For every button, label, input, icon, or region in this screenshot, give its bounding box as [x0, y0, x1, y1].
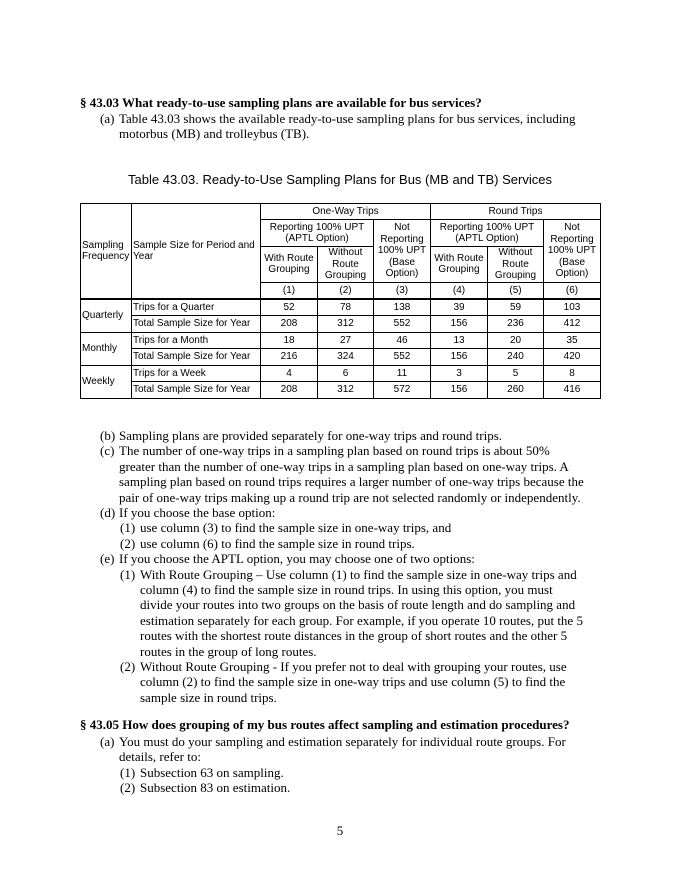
header-sampling-frequency: Sampling Frequency — [81, 204, 132, 300]
table-row — [81, 299, 601, 316]
header-with-route-grouping: With Route Grouping — [261, 247, 318, 283]
value-cell: 39 — [431, 299, 488, 316]
paragraph-line: estimation separately for each group. For example, if you operate 10 routes, put the 5 — [140, 612, 583, 628]
value-cell: 27 — [318, 332, 374, 349]
value-cell: 103 — [544, 299, 601, 316]
paragraph-line: divide your routes into two groups on the basis of route length and do sampling and — [140, 597, 576, 613]
row-label: Total Sample Size for Year — [132, 349, 261, 366]
value-cell: 138 — [374, 299, 431, 316]
paragraph-line: greater than the number of one-way trips in a sampling plan based on one-way trips. A — [119, 458, 569, 474]
paragraph-line: details, refer to: — [119, 749, 201, 765]
item-label: (e) — [100, 551, 115, 567]
header-not-reporting: Not Reporting 100% UPT (Base Option) — [374, 220, 431, 283]
item-label: (1) — [120, 764, 136, 780]
table-row — [81, 349, 601, 366]
value-cell: 6 — [318, 365, 374, 382]
value-cell: 35 — [544, 332, 601, 349]
value-cell: 552 — [374, 316, 431, 333]
value-cell: 46 — [374, 332, 431, 349]
item-label: (b) — [100, 428, 116, 443]
paragraph-line: sampling plan based on round trips requires a larger number of one-way trips because the — [119, 474, 584, 490]
item-label: (a) — [100, 111, 115, 126]
item-label: (2) — [120, 780, 136, 796]
column-number: (4) — [431, 282, 488, 299]
value-cell: 4 — [261, 365, 318, 382]
section-heading-43-05: § 43.05 How does grouping of my bus routes affect sampling and estimation procedures? — [80, 717, 570, 732]
value-cell: 208 — [261, 382, 318, 399]
value-cell: 208 — [261, 316, 318, 333]
row-label: Total Sample Size for Year — [132, 316, 261, 333]
value-cell: 13 — [431, 332, 488, 349]
frequency-cell: Weekly — [81, 365, 132, 398]
table-row — [81, 316, 601, 333]
value-cell: 78 — [318, 299, 374, 316]
paragraph-line: column (4) to find the sample size in round trips. In using this option, you must — [140, 582, 553, 597]
value-cell: 552 — [374, 349, 431, 366]
item-label: (a) — [100, 734, 115, 749]
value-cell: 236 — [488, 316, 544, 333]
header-with-route-grouping: With Route Grouping — [431, 247, 488, 283]
table-row — [81, 382, 601, 399]
row-label: Trips for a Week — [132, 365, 261, 382]
table-title: Table 43.03. Ready-to-Use Sampling Plans for Bus (MB and TB) Services — [128, 172, 552, 187]
value-cell: 420 — [544, 349, 601, 366]
value-cell: 324 — [318, 349, 374, 366]
value-cell: 5 — [488, 365, 544, 382]
header-without-route-grouping: Without Route Grouping — [318, 247, 374, 283]
row-label: Trips for a Month — [132, 332, 261, 349]
column-number: (6) — [544, 282, 601, 299]
section-heading-43-03: § 43.03 What ready-to-use sampling plans are available for bus services? — [80, 95, 482, 110]
row-label: Total Sample Size for Year — [132, 382, 261, 399]
paragraph-line: You must do your sampling and estimation separately for individual route groups. For — [119, 734, 566, 749]
value-cell: 3 — [431, 365, 488, 382]
item-label: (2) — [120, 659, 136, 674]
header-reporting: Reporting 100% UPT (APTL Option) — [261, 220, 374, 247]
item-label: (2) — [120, 535, 136, 551]
header-sample-size: Sample Size for Period and Year — [132, 204, 261, 300]
paragraph-line: Table 43.03 shows the available ready-to-use sampling plans for bus services, including — [119, 111, 576, 126]
paragraph-line: column (2) to find the sample size in one-way trips and use column (5) to find the — [140, 674, 566, 690]
value-cell: 156 — [431, 316, 488, 333]
header-without-route-grouping: Without Route Grouping — [488, 247, 544, 283]
value-cell: 59 — [488, 299, 544, 316]
row-label: Trips for a Quarter — [132, 299, 261, 316]
column-number: (5) — [488, 282, 544, 299]
value-cell: 416 — [544, 382, 601, 399]
value-cell: 11 — [374, 365, 431, 382]
value-cell: 240 — [488, 349, 544, 366]
header-reporting: Reporting 100% UPT (APTL Option) — [431, 220, 544, 247]
value-cell: 412 — [544, 316, 601, 333]
paragraph-line: use column (3) to find the sample size in one-way trips, and — [140, 520, 452, 536]
paragraph-line: sample size in round trips. — [140, 689, 277, 705]
paragraph-line: If you choose the APTL option, you may choose one of two options: — [119, 551, 475, 567]
value-cell: 216 — [261, 349, 318, 366]
item-label: (d) — [100, 505, 116, 520]
value-cell: 260 — [488, 382, 544, 399]
header-not-reporting: Not Reporting 100% UPT (Base Option) — [544, 220, 601, 283]
paragraph-line: Without Route Grouping - If you prefer not to deal with grouping your routes, use — [140, 659, 567, 674]
paragraph-line: pair of one-way trips making up a round trip are not selected randomly or independently. — [119, 489, 581, 505]
paragraph-line: Sampling plans are provided separately for one-way trips and round trips. — [119, 428, 503, 443]
page-number: 5 — [336, 823, 344, 838]
sampling-plans-table — [80, 203, 601, 399]
value-cell: 572 — [374, 382, 431, 399]
item-label: (c) — [100, 443, 115, 459]
column-number: (3) — [374, 282, 431, 299]
paragraph-line: If you choose the base option: — [119, 505, 276, 520]
frequency-cell: Monthly — [81, 332, 132, 365]
column-number: (1) — [261, 282, 318, 299]
paragraph-line: The number of one-way trips in a sampling plan based on round trips is about 50% — [119, 443, 550, 459]
paragraph-line: routes with the shortest route distances in the group of short routes and the other 5 — [140, 628, 568, 644]
paragraph-line: routes in the group of long routes. — [140, 643, 317, 659]
item-label: (1) — [120, 520, 136, 536]
value-cell: 52 — [261, 299, 318, 316]
header-one-way-trips: One-Way Trips — [261, 204, 431, 220]
column-number: (2) — [318, 282, 374, 299]
paragraph-line: Subsection 83 on estimation. — [140, 780, 291, 796]
frequency-cell: Quarterly — [81, 299, 132, 332]
value-cell: 18 — [261, 332, 318, 349]
value-cell: 8 — [544, 365, 601, 382]
paragraph-line: Subsection 63 on sampling. — [140, 764, 284, 780]
value-cell: 156 — [431, 349, 488, 366]
table-row — [81, 332, 601, 349]
value-cell: 156 — [431, 382, 488, 399]
table-row — [81, 365, 601, 382]
paragraph-line: use column (6) to find the sample size in round trips. — [140, 535, 415, 551]
item-label: (1) — [120, 566, 136, 582]
value-cell: 20 — [488, 332, 544, 349]
value-cell: 312 — [318, 382, 374, 399]
value-cell: 312 — [318, 316, 374, 333]
paragraph-line: motorbus (MB) and trolleybus (TB). — [119, 126, 310, 141]
paragraph-line: With Route Grouping – Use column (1) to find the sample size in one-way trips and — [140, 566, 577, 582]
header-round-trips: Round Trips — [431, 204, 601, 220]
